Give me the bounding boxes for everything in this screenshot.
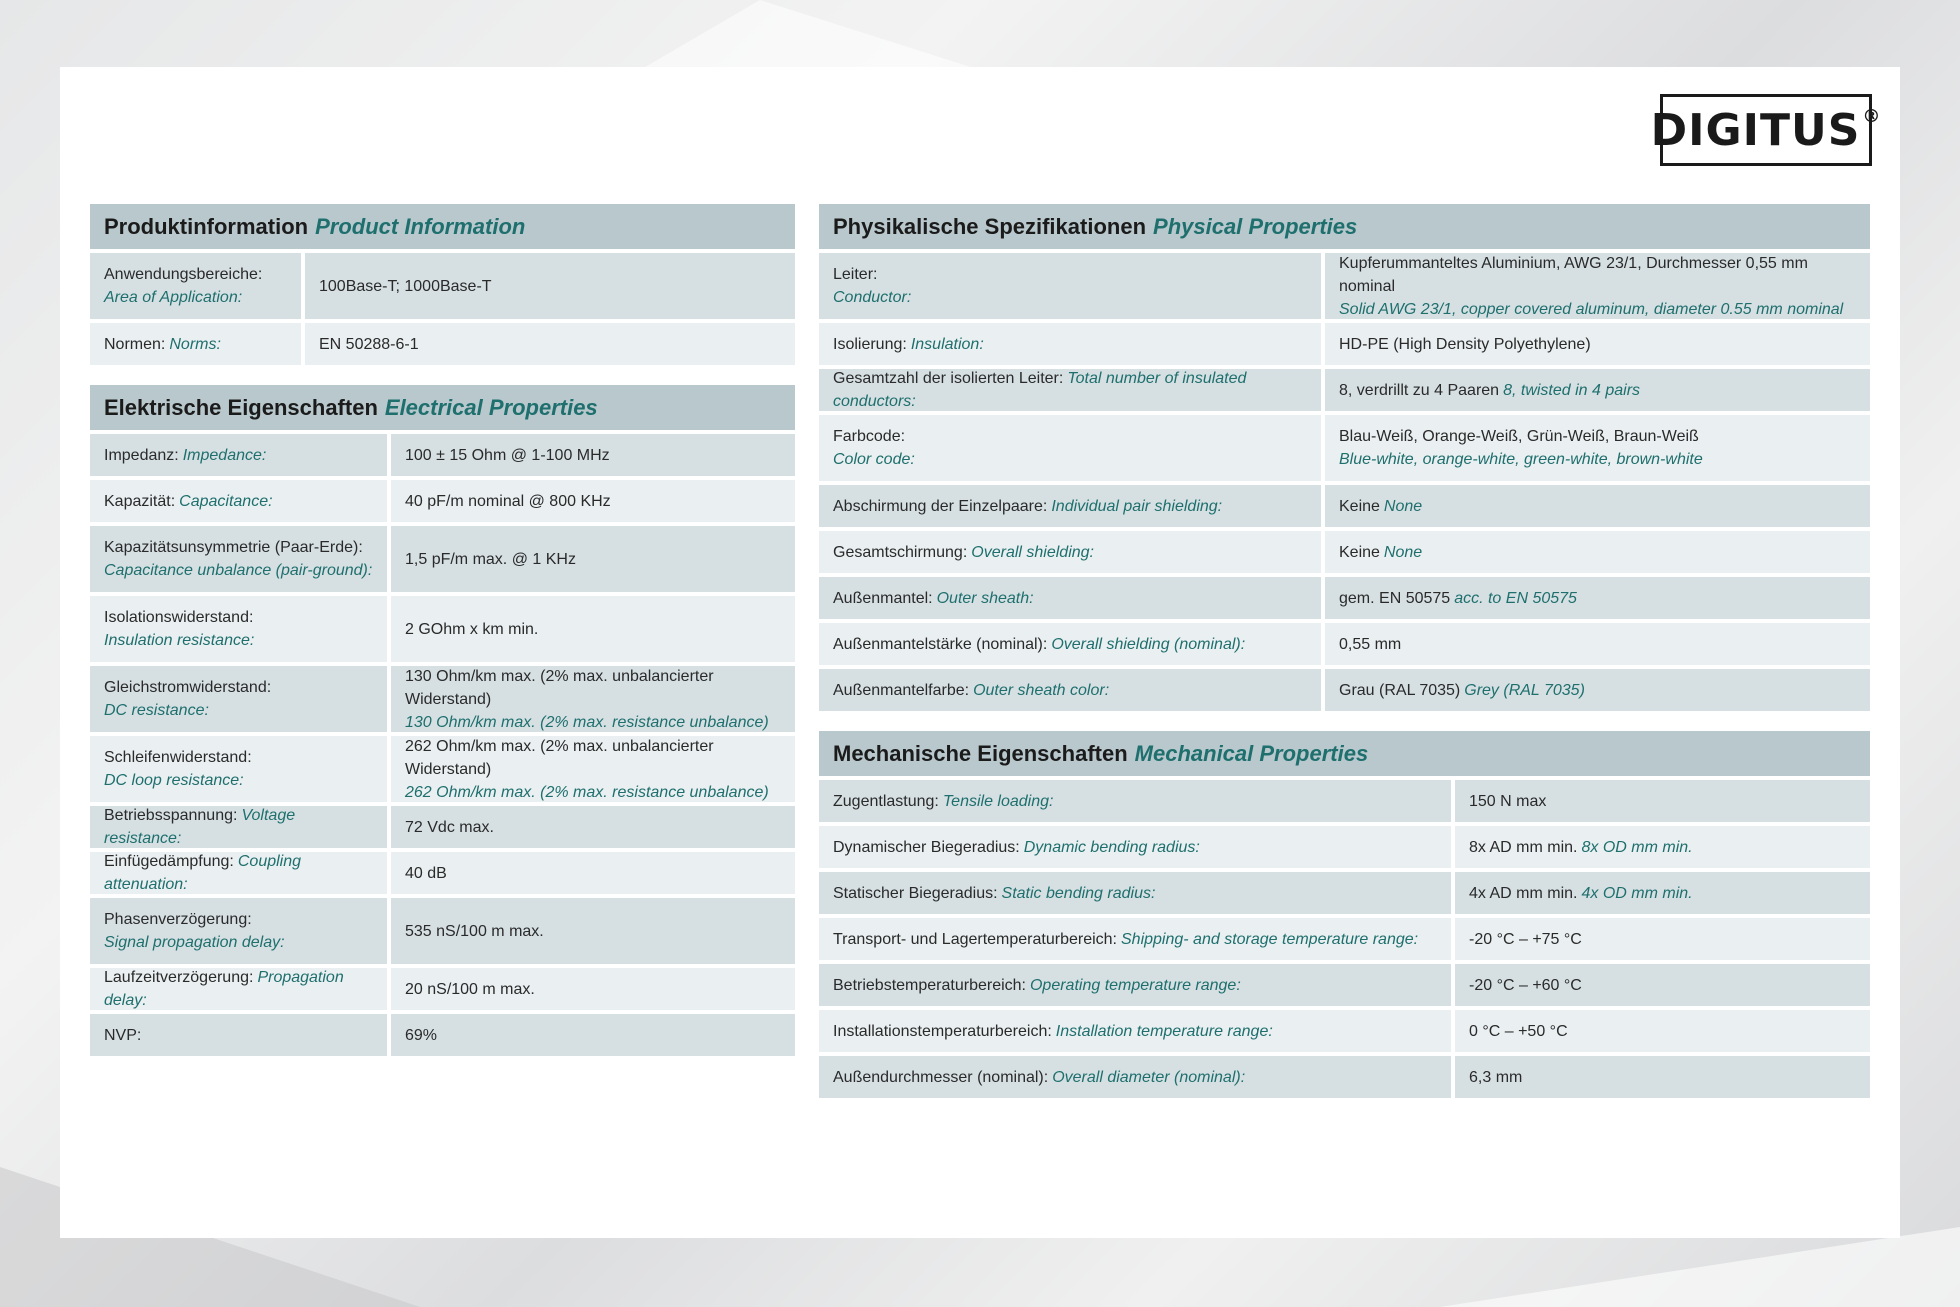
label-de: Normen:	[104, 335, 166, 353]
value-line	[1469, 790, 1856, 813]
section-title-en: Product Information	[315, 213, 526, 239]
cell-line	[833, 587, 1307, 610]
cell-line	[104, 850, 373, 896]
spec-label	[819, 918, 1451, 960]
value-de: Keine	[1339, 543, 1380, 561]
spec-label	[819, 780, 1451, 822]
label-de: Außendurchmesser (nominal):	[833, 1068, 1049, 1086]
label-de: Gesamtzahl der isolierten Leiter:	[833, 370, 1064, 387]
section-header	[90, 204, 795, 249]
cell-line	[1339, 587, 1856, 610]
value-de: -20 °C – +75 °C	[1469, 930, 1582, 948]
right-column	[819, 204, 1870, 1118]
label-en: Operating temperature range:	[1029, 976, 1241, 994]
spec-rows	[90, 434, 795, 1056]
label-de: Einfügedämpfung:	[104, 853, 234, 870]
label-de: Kapazitätsunsymmetrie (Paar-Erde):	[104, 539, 363, 556]
spec-value	[391, 526, 795, 592]
value-de: 72 Vdc max.	[405, 818, 494, 836]
spec-label	[90, 666, 387, 732]
value-line	[1469, 928, 1856, 951]
registered-mark: ®	[1862, 105, 1882, 127]
spec-row	[90, 898, 795, 964]
value-en: acc. to EN 50575	[1454, 589, 1577, 607]
spec-label	[90, 480, 387, 522]
section-title-de: Physikalische Spezifikationen	[833, 213, 1147, 239]
label-en: Impedance:	[182, 446, 267, 464]
spec-label	[90, 968, 387, 1010]
label-en: Overall shielding:	[971, 543, 1094, 561]
spec-row	[819, 964, 1870, 1006]
label-de: Kapazität:	[104, 492, 176, 510]
value-de: 8x AD mm min.	[1469, 838, 1578, 856]
spec-value	[1325, 323, 1870, 365]
cell-line	[104, 444, 373, 467]
label-en: Dynamic bending radius:	[1023, 838, 1200, 856]
spec-value	[305, 253, 795, 319]
value-de: HD-PE (High Density Polyethylene)	[1339, 335, 1591, 353]
spec-row	[819, 872, 1870, 914]
cell-line	[104, 966, 373, 1012]
value-de: 40 pF/m nominal @ 800 KHz	[405, 492, 611, 510]
value-de: 262 Ohm/km max. (2% max. unbalancierter Widerstand)	[405, 737, 714, 778]
label-line	[833, 836, 1437, 859]
label-en: Installation temperature range:	[1055, 1022, 1273, 1040]
background-shape	[1440, 1227, 1960, 1307]
label-en: Coupling attenuation:	[104, 853, 302, 893]
spec-value	[305, 323, 795, 365]
spec-label	[819, 531, 1321, 573]
spec-row	[819, 1056, 1870, 1098]
section-title-en: Physical Properties	[1153, 213, 1358, 239]
spec-row	[819, 780, 1870, 822]
label-en: Capacitance unbalance (pair-ground):	[104, 562, 373, 579]
label-en: Norms:	[169, 335, 221, 353]
value-en: 8, twisted in 4 pairs	[1503, 381, 1641, 399]
label-de: Isolationswiderstand:	[104, 609, 254, 626]
value-de: 0 °C – +50 °C	[1469, 1022, 1568, 1040]
label-de: Dynamischer Biegeradius:	[833, 838, 1020, 856]
label-de: Statischer Biegeradius:	[833, 884, 998, 902]
spec-label	[819, 623, 1321, 665]
value-de: Grau (RAL 7035)	[1339, 681, 1461, 699]
spec-row	[90, 480, 795, 522]
left-column	[90, 204, 795, 1076]
value-de: 100 ± 15 Ohm @ 1-100 MHz	[405, 446, 610, 464]
spec-value	[391, 806, 795, 848]
label-de: Zugentlastung:	[833, 792, 939, 810]
cell-line	[1339, 379, 1856, 402]
label-de: Laufzeitverzögerung:	[104, 969, 254, 986]
value-de: -20 °C – +60 °C	[1469, 976, 1582, 994]
spec-label	[819, 964, 1451, 1006]
label-en: Color code:	[833, 451, 915, 468]
spec-value	[1455, 918, 1870, 960]
value-de: Keine	[1339, 497, 1380, 515]
spec-row	[90, 596, 795, 662]
section-electrical-properties	[90, 385, 795, 1056]
spec-label	[819, 669, 1321, 711]
value-de: 100Base-T; 1000Base-T	[319, 277, 492, 295]
spec-value	[1325, 623, 1870, 665]
section-header	[819, 731, 1870, 776]
label-de: Installationstemperaturbereich:	[833, 1022, 1052, 1040]
value-en: 4x OD mm min.	[1581, 884, 1693, 902]
label-en: Outer sheath color:	[973, 681, 1110, 699]
datasheet-card	[60, 67, 1900, 1238]
spec-label	[819, 1056, 1451, 1098]
spec-value	[391, 852, 795, 894]
label-line	[833, 1020, 1437, 1043]
value-de: 150 N max	[1469, 792, 1547, 810]
spec-row	[819, 577, 1870, 619]
label-en: DC resistance:	[104, 702, 209, 719]
spec-value	[1325, 485, 1870, 527]
spec-value	[391, 898, 795, 964]
spec-row	[90, 1014, 795, 1056]
cell-line	[104, 804, 373, 850]
label-de: Abschirmung der Einzelpaare:	[833, 497, 1048, 515]
label-de: Betriebsspannung:	[104, 807, 238, 824]
value-line	[319, 333, 781, 356]
label-en: Conductor:	[833, 289, 912, 306]
spec-value	[391, 480, 795, 522]
label-en: Propagation delay:	[104, 969, 344, 1009]
spec-row	[90, 666, 795, 732]
spec-value	[1455, 1010, 1870, 1052]
spec-value	[1325, 669, 1870, 711]
value-en: 262 Ohm/km max. (2% max. resistance unbalance)	[405, 783, 769, 801]
cell-line	[104, 490, 373, 513]
value-de: Blau-Weiß, Orange-Weiß, Grün-Weiß, Braun-Weiß	[1339, 428, 1699, 445]
spec-rows	[819, 253, 1870, 711]
label-en: Overall shielding (nominal):	[1051, 635, 1246, 653]
cell-line	[1339, 679, 1856, 702]
cell-line	[833, 633, 1307, 656]
value-de: 2 GOhm x km min.	[405, 620, 539, 638]
label-en: Insulation resistance:	[104, 632, 255, 649]
value-de: 0,55 mm	[1339, 635, 1402, 653]
value-line	[1469, 1020, 1856, 1043]
section-title-de: Elektrische Eigenschaften	[104, 394, 378, 420]
value-en: Blue-white, orange-white, green-white, brown-white	[1339, 451, 1703, 468]
section-title-de: Produktinformation	[104, 213, 309, 239]
cell-line	[1339, 541, 1856, 564]
label-en: Capacitance:	[179, 492, 273, 510]
value-en: 8x OD mm min.	[1581, 838, 1693, 856]
spec-row	[819, 669, 1870, 711]
section-title-en: Mechanical Properties	[1134, 740, 1369, 766]
spec-row	[90, 526, 795, 592]
label-de: NVP:	[104, 1026, 142, 1044]
value-de: 4x AD mm min.	[1469, 884, 1578, 902]
label-de: Anwendungsbereiche:	[104, 266, 263, 283]
spec-row	[819, 531, 1870, 573]
label-en: Static bending radius:	[1001, 884, 1156, 902]
value-en: None	[1383, 543, 1423, 561]
spec-row	[90, 852, 795, 894]
label-en: Individual pair shielding:	[1051, 497, 1223, 515]
value-de: Kupferummanteltes Aluminium, AWG 23/1, Durchmesser 0,55 mm nominal	[1339, 254, 1808, 295]
spec-row	[819, 323, 1870, 365]
label-de: Farbcode:	[833, 428, 906, 445]
spec-row	[819, 1010, 1870, 1052]
value-de: 1,5 pF/m max. @ 1 KHz	[405, 550, 576, 568]
spec-value	[391, 968, 795, 1010]
spec-rows	[90, 253, 795, 365]
spec-row	[819, 253, 1870, 319]
value-de: 6,3 mm	[1469, 1068, 1523, 1086]
spec-value	[391, 666, 795, 732]
spec-label	[819, 577, 1321, 619]
label-en: Shipping- and storage temperature range:	[1121, 930, 1419, 948]
label-de: Gleichstromwiderstand:	[104, 679, 272, 696]
spec-value	[1325, 369, 1870, 411]
label-de: Betriebstemperaturbereich:	[833, 976, 1026, 994]
spec-value	[1455, 1056, 1870, 1098]
spec-value	[1455, 964, 1870, 1006]
spec-value	[1455, 872, 1870, 914]
label-en: Outer sheath:	[936, 589, 1034, 607]
value-de: 130 Ohm/km max. (2% max. unbalancierter Widerstand)	[405, 667, 714, 708]
label-en: Total number of insulated conductors:	[833, 370, 1247, 410]
cell-line	[104, 333, 287, 356]
label-de: Außenmantel:	[833, 589, 933, 607]
label-en: Insulation:	[910, 335, 984, 353]
spec-label	[90, 253, 301, 319]
spec-row	[819, 485, 1870, 527]
label-line	[833, 928, 1437, 951]
value-en: None	[1383, 497, 1423, 515]
value-de: 8, verdrillt zu 4 Paaren	[1339, 381, 1500, 399]
value-en: 130 Ohm/km max. (2% max. resistance unbalance)	[405, 713, 769, 731]
spec-label	[90, 596, 387, 662]
value-line	[1469, 974, 1856, 997]
spec-row	[819, 623, 1870, 665]
label-en: Tensile loading:	[942, 792, 1054, 810]
label-en: Signal propagation delay:	[104, 934, 285, 951]
section-mechanical-properties	[819, 731, 1870, 1098]
value-de: 69%	[405, 1026, 438, 1044]
label-line	[833, 790, 1437, 813]
spec-row	[90, 253, 795, 319]
spec-value	[391, 596, 795, 662]
spec-value	[1325, 531, 1870, 573]
logo-text: DIGITUS	[1650, 104, 1861, 156]
cell-line	[833, 541, 1307, 564]
cell-line	[833, 679, 1307, 702]
value-de: EN 50288-6-1	[319, 335, 419, 353]
value-de: 20 nS/100 m max.	[405, 980, 535, 998]
spec-row	[90, 323, 795, 365]
label-line	[833, 1066, 1437, 1089]
cell-line	[1339, 495, 1856, 518]
spec-value	[391, 736, 795, 802]
label-en: DC loop resistance:	[104, 772, 244, 789]
spec-label	[90, 852, 387, 894]
spec-label	[819, 485, 1321, 527]
section-title-en: Electrical Properties	[384, 394, 598, 420]
spec-value	[1455, 826, 1870, 868]
spec-label	[90, 1014, 387, 1056]
label-de: Isolierung:	[833, 335, 907, 353]
spec-row	[90, 434, 795, 476]
section-header	[819, 204, 1870, 249]
spec-row	[819, 826, 1870, 868]
spec-row	[90, 736, 795, 802]
label-de: Schleifenwiderstand:	[104, 749, 252, 766]
label-de: Außenmantelfarbe:	[833, 681, 970, 699]
cell-line	[833, 495, 1307, 518]
section-physical-properties	[819, 204, 1870, 711]
label-de: Transport- und Lagertemperaturbereich:	[833, 930, 1117, 948]
spec-label	[819, 1010, 1451, 1052]
section-title-de: Mechanische Eigenschaften	[833, 740, 1128, 766]
spec-row	[90, 968, 795, 1010]
label-line	[833, 882, 1437, 905]
spec-label	[819, 369, 1321, 411]
spec-value	[1325, 577, 1870, 619]
value-de: 40 dB	[405, 864, 447, 882]
spec-label	[819, 415, 1321, 481]
background-shape	[640, 0, 980, 70]
spec-value	[391, 434, 795, 476]
label-de: Gesamtschirmung:	[833, 543, 968, 561]
cell-line	[833, 367, 1307, 413]
label-line	[833, 974, 1437, 997]
spec-value	[1325, 415, 1870, 481]
value-line	[319, 275, 781, 298]
cell-line	[833, 333, 1307, 356]
spec-label	[90, 806, 387, 848]
spec-label	[819, 826, 1451, 868]
digitus-logo	[1650, 94, 1882, 166]
spec-rows	[819, 780, 1870, 1098]
value-de: gem. EN 50575	[1339, 589, 1451, 607]
value-en: Grey (RAL 7035)	[1464, 681, 1585, 699]
label-de: Leiter:	[833, 266, 878, 283]
label-de: Außenmantelstärke (nominal):	[833, 635, 1048, 653]
value-line	[1469, 1066, 1856, 1089]
spec-value	[1325, 253, 1870, 319]
spec-label	[819, 253, 1321, 319]
spec-label	[90, 323, 301, 365]
spec-value	[391, 1014, 795, 1056]
spec-label	[90, 898, 387, 964]
value-line	[1469, 836, 1856, 859]
spec-row	[819, 918, 1870, 960]
label-en: Voltage resistance:	[104, 807, 296, 847]
label-en: Overall diameter (nominal):	[1052, 1068, 1246, 1086]
value-en: Solid AWG 23/1, copper covered aluminum, diameter 0.55 mm nominal	[1339, 300, 1844, 318]
spec-label	[90, 434, 387, 476]
label-de: Impedanz:	[104, 446, 179, 464]
spec-row	[819, 415, 1870, 481]
spec-label	[90, 526, 387, 592]
spec-label	[819, 872, 1451, 914]
label-en: Area of Application:	[104, 289, 243, 306]
section-header	[90, 385, 795, 430]
spec-row	[90, 806, 795, 848]
section-product-information	[90, 204, 795, 365]
spec-value	[1455, 780, 1870, 822]
spec-row	[819, 369, 1870, 411]
label-de: Phasenverzögerung:	[104, 911, 252, 928]
spec-label	[819, 323, 1321, 365]
spec-label	[90, 736, 387, 802]
value-line	[1469, 882, 1856, 905]
value-de: 535 nS/100 m max.	[405, 922, 544, 940]
